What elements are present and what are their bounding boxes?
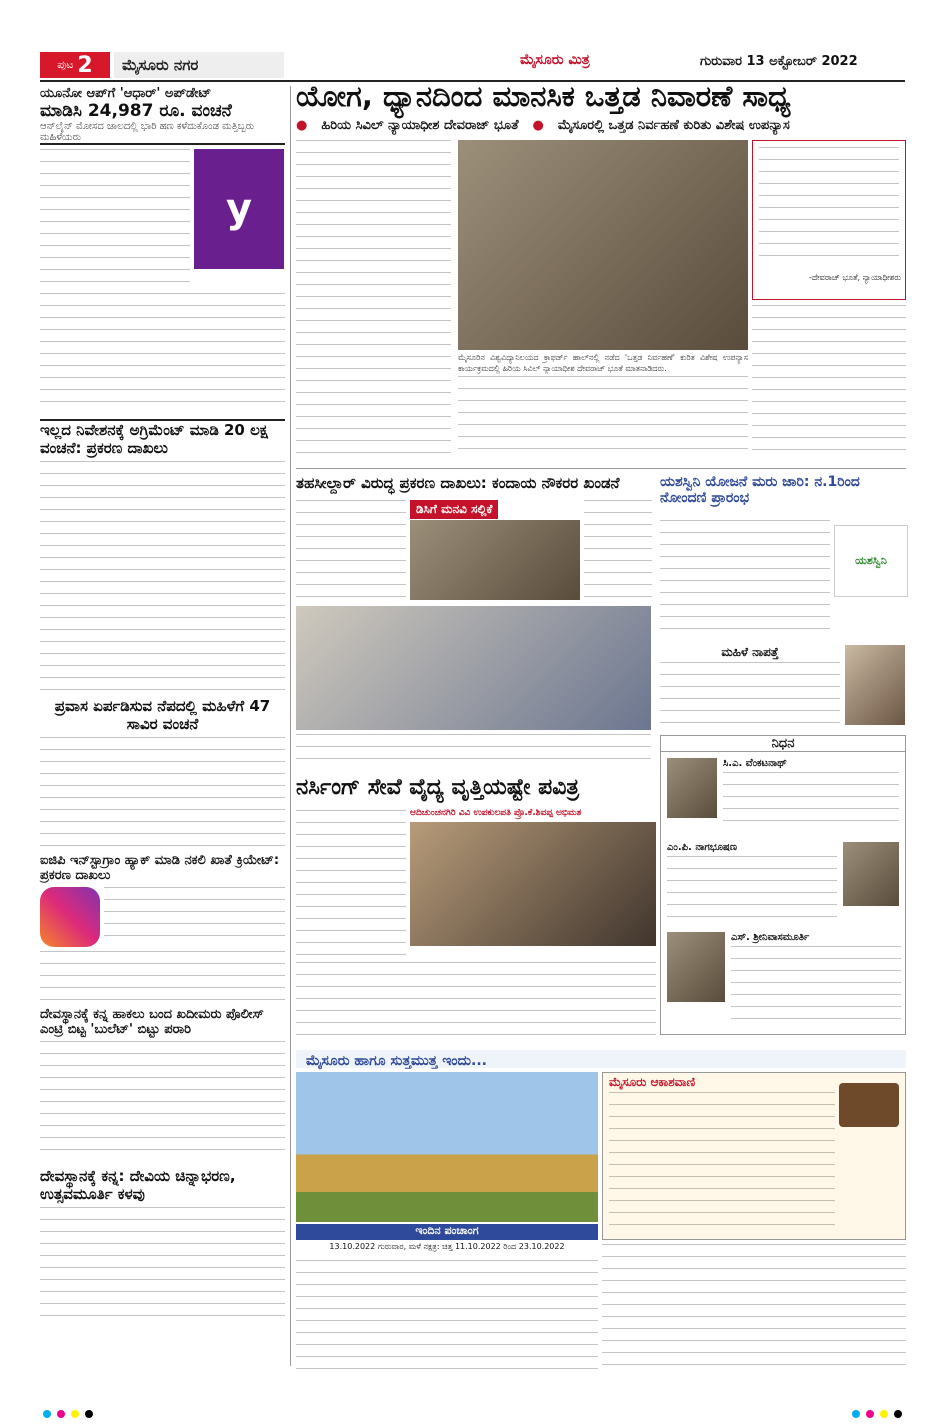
story1-text-2 [40, 293, 285, 413]
obit3-text [731, 946, 901, 1026]
story4-text [104, 887, 285, 947]
obit3-photo [667, 932, 725, 1002]
obituary-headline: ನಿಧನ [661, 736, 905, 752]
quote-text [759, 147, 899, 267]
story5-text [40, 1041, 285, 1161]
story1-headline-2: ಮಾಡಿಸಿ 24,987 ರೂ. ವಂಚನೆ [40, 101, 232, 121]
lead-headline: ಯೋಗ, ಧ್ಯಾನದಿಂದ ಮಾನಸಿಕ ಒತ್ತಡ ನಿವಾರಣೆ ಸಾಧ್ಯ [296, 79, 791, 113]
obit2-photo [843, 842, 899, 906]
issue-date: ಗುರುವಾರ 13 ಅಕ್ಟೋಬರ್ 2022 [700, 54, 858, 69]
lead-bullets: ● ಹಿರಿಯ ಸಿವಿಲ್ ನ್ಯಾಯಾಧೀಶ ದೇವರಾಜ್ ಭೂತೆ ● ಮೈಸೂರಲ್ಲಿ ಒತ್ತಡ ನಿರ್ವಹಣೆ ಕುರಿತು ವಿಶೇಷ ಉಪನ್ಯಾಸ [296, 118, 790, 133]
story6-headline: ದೇವಸ್ಥಾನಕ್ಕೆ ಕನ್ನ: ದೇವಿಯ ಚಿನ್ನಾಭರಣ, ಉತ್ಸವಮೂರ್ತಿ ಕಳವು [40, 1167, 236, 1203]
lead-bullet-2: ಮೈಸೂರಲ್ಲಿ ಒತ್ತಡ ನಿರ್ವಹಣೆ ಕುರಿತು ವಿಶೇಷ ಉಪನ್ಯಾಸ [557, 118, 790, 133]
nursing-text-2 [296, 962, 656, 1040]
print-registration-marks [40, 1403, 905, 1422]
story2-text [40, 461, 285, 691]
nursing-subhead: ಆದಿಚುಂಚನಗಿರಿ ವಿವಿ ಉಪಕುಲಪತಿ ಪ್ರೊ.ಕೆ.ಶಿವಪ್ಪ ಅಭಿಮತ [410, 808, 582, 818]
story3-text [40, 737, 285, 847]
radio-text [609, 1092, 835, 1232]
obit2-name: ಎಂ.ಪಿ. ನಾಗಭೂಷಣ [667, 842, 737, 853]
bottom-section-title: ಮೈಸೂರು ಹಾಗೂ ಸುತ್ತಮುತ್ತ ಇಂದು... [306, 1053, 487, 1069]
lead-caption: ಮೈಸೂರಿನ ವಿಶ್ವವಿದ್ಯಾನಿಲಯದ ಕ್ರಾಫರ್ಡ್ ಹಾಲ್‌ನಲ್ಲಿ ನಡೆದ 'ಒತ್ತಡ ನಿರ್ವಹಣೆ' ಕುರಿತ ವಿಶೇಷ ಉಪನ್ಯಾಸ ಕಾರ್ಯಕ್ರಮದಲ್ಲಿ ಹಿರಿಯ ಸಿವಿಲ್ ನ್ಯಾಯಾಧೀಶ ದೇವರಾಜ್ ಭೂತೆ ಮಾತನಾಡಿದರು. [458, 353, 748, 373]
obituary-box [660, 735, 906, 1035]
yashaswini-text [660, 520, 830, 640]
story4-text-2 [40, 951, 285, 1001]
yashaswini-logo: ಯಶಸ್ವಿನಿ [834, 525, 908, 597]
missing-headline: ಮಹಿಳೆ ನಾಪತ್ತೆ [721, 645, 779, 659]
tahsildar-text-1 [296, 500, 406, 600]
radio-box [602, 1072, 906, 1240]
lead-text-col1 [296, 140, 451, 460]
section-title: ಮೈಸೂರು ನಗರ [114, 52, 284, 78]
radio-icon [839, 1083, 899, 1127]
lead-text-col3 [752, 305, 906, 460]
page-label: ಪುಟ [57, 58, 74, 71]
obit1-photo [667, 758, 717, 818]
radio-headline: ಮೈಸೂರು ಆಕಾಶವಾಣಿ [609, 1075, 696, 1089]
tahsildar-photo [410, 520, 580, 600]
lead-bullet-1: ಹಿರಿಯ ಸಿವಿಲ್ ನ್ಯಾಯಾಧೀಶ ದೇವರಾಜ್ ಭೂತೆ [321, 118, 519, 133]
page-number-tag [40, 52, 110, 78]
tahsildar-headline: ತಹಸೀಲ್ದಾರ್ ವಿರುದ್ಧ ಪ್ರಕರಣ ದಾಖಲು: ಕಂದಾಯ ನೌಕರರ ಖಂಡನೆ [296, 474, 620, 492]
lead-photo [458, 140, 748, 350]
panchanga-head: ಇಂದಿನ ಪಂಚಾಂಗ [296, 1224, 598, 1240]
tahsildar-badge: ಡಿಸಿಗೆ ಮನವಿ ಸಲ್ಲಿಕೆ [410, 500, 498, 519]
story1-headline-1: ಯೂನೋ ಆಪ್‌ಗೆ 'ಆಧಾರ್' ಅಪ್‌ಡೇಟ್ [40, 86, 212, 101]
page-number: 2 [77, 52, 93, 78]
yashaswini-headline: ಯಶಸ್ವಿನಿ ಯೋಜನೆ ಮರು ಜಾರಿ: ನ.1ರಿಂದ ನೋಂದಣಿ ಪ್ರಾರಂಭ [660, 474, 860, 506]
school-photo [296, 606, 651, 730]
missing-photo [845, 645, 905, 725]
left-column [40, 86, 285, 1366]
quote-attribution: -ದೇವರಾಜ್ ಭೂತೆ, ನ್ಯಾಯಾಧೀಶರು [809, 273, 901, 282]
school-caption [296, 734, 651, 770]
events-text-1 [296, 1260, 598, 1370]
obit1-text [723, 772, 899, 832]
yono-logo-icon: y [194, 149, 284, 269]
bottom-bar [296, 1050, 906, 1068]
mysore-palace-photo [296, 1072, 598, 1222]
story5-headline: ದೇವಸ್ಥಾನಕ್ಕೆ ಕನ್ನ ಹಾಕಲು ಬಂದ ಖದೀಮರು ಪೊಲೀಸ್ ಎಂಟ್ರಿ ಬಿಟ್ಟ 'ಬುಲೆಟ್' ಬಿಟ್ಟು ಪರಾರಿ [40, 1007, 264, 1037]
story4-headline: ಐಜಿಪಿ ಇನ್‌ಸ್ಟಾಗ್ರಾಂ ಹ್ಯಾಕ್ ಮಾಡಿ ನಕಲಿ ಖಾತೆ ಕ್ರಿಯೇಟ್: ಪ್ರಕರಣ ದಾಖಲು [40, 853, 280, 883]
story1-subhead: ಆನ್‌ಲೈನ್ ಮೋಸದ ಜಾಲದಲ್ಲಿ ಭಾರಿ ಹಣ ಕಳೆದುಕೊಂಡ ಮತ್ತಿಬ್ಬರು ಮಹಿಳೆಯರು [40, 121, 255, 143]
story6-text [40, 1207, 285, 1317]
lead-text-col2 [458, 376, 748, 460]
obit1-name: ಸಿ.ಎ. ವೆಂಕಟನಾಥ್ [723, 758, 787, 769]
story2-headline: ಇಲ್ಲದ ನಿವೇಶನಕ್ಕೆ ಅಗ್ರಿಮೆಂಟ್ ಮಾಡಿ 20 ಲಕ್ಷ ವಂಚನೆ: ಪ್ರಕರಣ ದಾಖಲು [40, 419, 285, 457]
obit2-text [667, 856, 837, 926]
paper-name: ಮೈಸೂರು ಮಿತ್ರ [520, 52, 590, 68]
panchanga-line: 13.10.2022 ಗುರುವಾರ, ಮಳೆ ನಕ್ಷತ್ರ: ಚಿತ್ತ 11.10.2022 ರಿಂದ 23.10.2022 [329, 1242, 565, 1251]
story3-headline: ಪ್ರವಾಸ ಏರ್ಪಡಿಸುವ ನೆಪದಲ್ಲಿ ಮಹಿಳೆಗೆ 47 ಸಾವಿರ ವಂಚನೆ [54, 697, 271, 733]
lead-quote-box [752, 140, 906, 300]
instagram-icon [40, 887, 100, 947]
tahsildar-text-2 [584, 500, 652, 600]
nursing-photo [410, 822, 656, 946]
missing-text [660, 662, 840, 732]
story1-text [40, 149, 190, 289]
nursing-headline: ನರ್ಸಿಂಗ್ ಸೇವೆ ವೈದ್ಯ ವೃತ್ತಿಯಷ್ಟೇ ಪವಿತ್ರ [296, 775, 579, 800]
events-text-2 [602, 1244, 906, 1370]
nursing-text-1 [296, 810, 406, 960]
lead-rule [296, 468, 906, 469]
column-divider [290, 86, 291, 1366]
story1-head [40, 86, 285, 145]
obit3-name: ಎಸ್. ಶ್ರೀನಿವಾಸಮೂರ್ತಿ [731, 932, 810, 943]
